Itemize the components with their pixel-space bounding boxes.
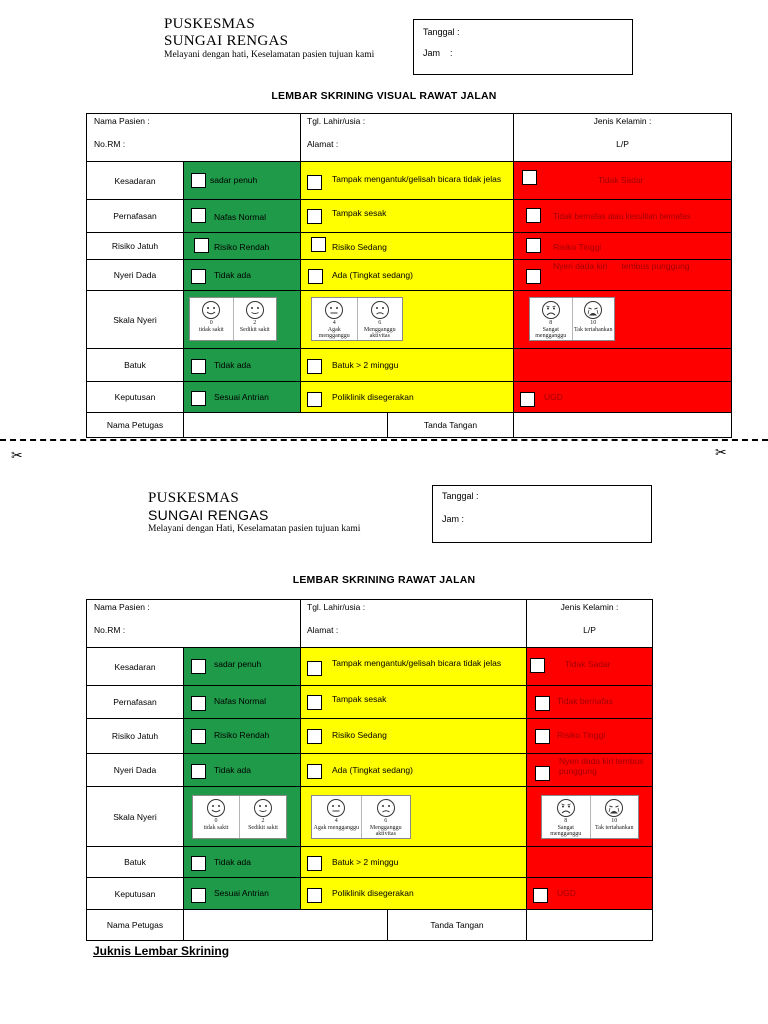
pain-desc: Tak tertahankan [574, 326, 613, 333]
option-label: Batuk > 2 minggu [332, 360, 399, 370]
pain-face-4[interactable] [312, 796, 362, 838]
pain-face-2[interactable] [234, 298, 277, 340]
option-label: Poliklinik disegerakan [332, 392, 414, 402]
checkbox[interactable] [191, 764, 206, 779]
gender-label: Jenis Kelamin : [560, 602, 619, 612]
pain-face-0[interactable] [193, 796, 240, 838]
option-keputusan-red[interactable] [514, 382, 732, 413]
option-label: sadar penuh [210, 175, 258, 185]
signature-field[interactable] [527, 910, 653, 941]
pain-level: 4 [334, 818, 338, 824]
pain-desc: Sangat mengganggu [550, 824, 582, 837]
neutral-face-icon [326, 798, 346, 818]
option-label: Risiko Rendah [214, 730, 270, 740]
option-pernafasan-yellow[interactable] [301, 200, 514, 233]
option-keputusan-yellow[interactable] [301, 878, 527, 910]
pain-face-4[interactable] [312, 298, 358, 340]
option-label: Tidak Sadar [565, 659, 611, 669]
face-pair-high [529, 297, 615, 341]
option-label: Sesuai Antrian [214, 888, 269, 898]
pain-level: 2 [261, 818, 265, 824]
checkbox[interactable] [191, 659, 206, 674]
pain-face-2[interactable] [240, 796, 286, 838]
option-nyeri-dada-red[interactable] [527, 754, 653, 787]
row-label-risiko-jatuh: Risiko Jatuh [87, 233, 184, 260]
checkbox[interactable] [191, 208, 206, 223]
pain-desc: tidak sakit [203, 824, 229, 831]
option-label: Tampak sesak [332, 694, 387, 704]
pain-desc: Agak mengganggu [318, 326, 350, 339]
row-label-nyeri-dada: Nyeri Dada [87, 260, 184, 291]
pain-face-6[interactable] [358, 298, 403, 340]
patient-name-cell[interactable] [87, 600, 301, 648]
checkbox[interactable] [307, 661, 322, 676]
checkbox[interactable] [191, 391, 206, 406]
checkbox[interactable] [191, 856, 206, 871]
checkbox[interactable] [530, 658, 545, 673]
option-risiko-red[interactable] [514, 233, 732, 260]
pain-face-10[interactable] [591, 796, 639, 838]
scissors-icon: ✂ [11, 448, 23, 464]
option-keputusan-yellow[interactable] [301, 382, 514, 413]
option-label: Ada (Tingkat sedang) [332, 765, 413, 775]
option-label: Tidak ada [214, 857, 252, 867]
pain-desc: Agak mengganggu [313, 824, 359, 831]
dob-label: Tgl. Lahir/usia : [307, 602, 366, 612]
neutral-face-icon [324, 300, 344, 320]
option-pernafasan-red[interactable] [527, 686, 653, 719]
option-batuk-red [514, 349, 732, 382]
sad-face-icon [556, 798, 576, 818]
signature-label: Tanda Tangan [388, 910, 527, 941]
option-nyeri-dada-yellow[interactable] [301, 754, 527, 787]
slight-smile-face-icon [245, 300, 265, 320]
checkbox[interactable] [307, 359, 322, 374]
pain-desc: Mengganggu aktivitas [369, 824, 402, 837]
checkbox[interactable] [535, 729, 550, 744]
checkbox[interactable] [191, 888, 206, 903]
pain-desc: Tak tertahankan [595, 824, 634, 831]
staff-name-field[interactable] [184, 413, 388, 438]
sad-face-icon [541, 300, 561, 320]
time-field-label[interactable]: Jam : [442, 514, 465, 524]
option-label: sadar penuh [214, 659, 262, 669]
checkbox[interactable] [533, 888, 548, 903]
option-label: Nafas Normal [214, 212, 266, 222]
checkbox[interactable] [307, 764, 322, 779]
face-pair-low [192, 795, 287, 839]
staff-name-label: Nama Petugas [87, 910, 184, 941]
option-keputusan-green[interactable] [184, 878, 301, 910]
row-label-pernafasan: Pernafasan [87, 200, 184, 233]
staff-name-label: Nama Petugas [87, 413, 184, 438]
option-risiko-green[interactable] [184, 233, 301, 260]
checkbox[interactable] [191, 173, 206, 188]
pain-scale-mid[interactable] [301, 787, 527, 847]
checkbox[interactable] [307, 729, 322, 744]
checkbox[interactable] [308, 269, 323, 284]
checkbox[interactable] [307, 175, 322, 190]
checkbox[interactable] [307, 392, 322, 407]
dob-address-cell[interactable] [301, 600, 527, 648]
option-risiko-green[interactable] [184, 719, 301, 754]
row-label-skala-nyeri: Skala Nyeri [87, 787, 184, 847]
date-time-box [413, 19, 633, 75]
option-nyeri-dada-green[interactable] [184, 754, 301, 787]
option-batuk-yellow[interactable] [301, 847, 527, 878]
pain-desc: Mengganggu aktivitas [363, 326, 396, 339]
option-pernafasan-green[interactable] [184, 200, 301, 233]
checkbox[interactable] [535, 766, 550, 781]
address-label: Alamat : [307, 625, 339, 635]
pain-face-0[interactable] [190, 298, 234, 340]
checkbox[interactable] [307, 695, 322, 710]
pain-desc: Sedikit sakit [239, 326, 270, 333]
clinic-tagline: Melayani dengan Hati, Keselamatan pasien tujuan kami [148, 524, 361, 534]
row-label-pernafasan: Pernafasan [87, 686, 184, 719]
signature-label: Tanda Tangan [388, 413, 514, 438]
pain-level: 2 [253, 320, 257, 326]
frown-face-icon [370, 300, 390, 320]
option-keputusan-green[interactable] [184, 382, 301, 413]
pain-level: 6 [378, 320, 382, 326]
form-title: LEMBAR SKRINING VISUAL RAWAT JALAN [271, 90, 497, 102]
crying-face-icon [604, 798, 624, 818]
option-label: Tidak Sadar [598, 175, 644, 185]
option-label: Nyeri dada kiri tembus punggung [559, 756, 644, 776]
option-label: Tidak ada [214, 765, 252, 775]
option-label: Tidak bernafas atau kesulitan bernafas [553, 212, 691, 221]
option-pernafasan-yellow[interactable] [301, 686, 527, 719]
option-risiko-red[interactable] [527, 719, 653, 754]
option-label: UGD [557, 888, 576, 898]
cut-line [0, 439, 768, 441]
face-pair-high [541, 795, 639, 839]
pain-level: 0 [214, 818, 218, 824]
dob-address-cell[interactable] [301, 114, 514, 162]
checkbox[interactable] [526, 269, 541, 284]
rm-number-label: No.RM : [94, 139, 126, 149]
gender-cell[interactable] [527, 600, 653, 648]
screening-table [86, 599, 653, 941]
dob-label: Tgl. Lahir/usia : [307, 116, 366, 126]
pain-scale-high[interactable] [514, 291, 732, 349]
row-label-kesadaran: Kesadaran [87, 162, 184, 200]
pain-scale-mid[interactable] [301, 291, 514, 349]
option-nyeri-dada-green[interactable] [184, 260, 301, 291]
face-pair-mid [311, 795, 411, 839]
option-label: Sesuai Antrian [214, 392, 269, 402]
option-label: UGD [544, 392, 563, 402]
time-field-label[interactable]: Jam : [423, 48, 453, 58]
face-pair-mid [311, 297, 403, 341]
checkbox[interactable] [311, 237, 326, 252]
date-time-box [432, 485, 652, 543]
option-risiko-yellow[interactable] [301, 233, 514, 260]
gender-value: L/P [583, 625, 596, 635]
checkbox[interactable] [191, 729, 206, 744]
option-kesadaran-green[interactable] [184, 162, 301, 200]
option-label: Risiko Tinggi [557, 730, 606, 740]
pain-level: 8 [564, 818, 568, 824]
option-kesadaran-yellow[interactable] [301, 648, 527, 686]
checkbox[interactable] [526, 238, 541, 253]
option-keputusan-red[interactable] [527, 878, 653, 910]
pain-face-8[interactable] [530, 298, 573, 340]
crying-face-icon [583, 300, 603, 320]
option-label: Risiko Tinggi [553, 242, 602, 252]
row-label-kesadaran: Kesadaran [87, 648, 184, 686]
option-label: Tampak mengantuk/gelisah bicara tidak jelas [332, 174, 502, 184]
option-risiko-yellow[interactable] [301, 719, 527, 754]
option-pernafasan-green[interactable] [184, 686, 301, 719]
option-batuk-green[interactable] [184, 349, 301, 382]
option-label: Nyeri dada kiri tembus punggung [553, 261, 690, 271]
row-label-skala-nyeri: Skala Nyeri [87, 291, 184, 349]
pain-level: 8 [549, 320, 553, 326]
checkbox[interactable] [526, 208, 541, 223]
scissors-icon: ✂ [715, 445, 727, 461]
option-label: Tidak bernafas [557, 696, 613, 706]
address-label: Alamat : [307, 139, 339, 149]
option-kesadaran-green[interactable] [184, 648, 301, 686]
gender-cell[interactable] [514, 114, 732, 162]
row-label-keputusan: Keputusan [87, 878, 184, 910]
signature-field[interactable] [514, 413, 732, 438]
checkbox[interactable] [520, 392, 535, 407]
date-field-label[interactable]: Tanggal : [442, 491, 479, 501]
clinic-name-line2: SUNGAI RENGAS [164, 33, 289, 49]
option-label: Batuk > 2 minggu [332, 857, 399, 867]
row-label-nyeri-dada: Nyeri Dada [87, 754, 184, 787]
clinic-name-line1: PUSKESMAS [164, 16, 256, 32]
clinic-tagline: Melayani dengan hati, Keselamatan pasien tujuan kami [164, 50, 375, 60]
clinic-name-line2: SUNGAI RENGAS [148, 507, 269, 523]
gender-value: L/P [616, 139, 629, 149]
gender-label: Jenis Kelamin : [593, 116, 652, 126]
pain-desc: Sangat mengganggu [535, 326, 567, 339]
checkbox[interactable] [194, 238, 209, 253]
pain-level: 6 [384, 818, 388, 824]
pain-level: 10 [590, 320, 597, 326]
slight-smile-face-icon [253, 798, 273, 818]
pain-face-6[interactable] [362, 796, 411, 838]
patient-name-cell[interactable] [87, 114, 301, 162]
clinic-name-line1: PUSKESMAS [148, 490, 240, 506]
option-label: Ada (Tingkat sedang) [332, 270, 413, 280]
pain-scale-high[interactable] [527, 787, 653, 847]
checkbox[interactable] [522, 170, 537, 185]
screening-table [86, 113, 732, 438]
option-nyeri-dada-yellow[interactable] [301, 260, 514, 291]
date-field-label[interactable]: Tanggal : [423, 27, 460, 37]
patient-name-label: Nama Pasien : [94, 116, 150, 126]
pain-scale-low[interactable] [184, 787, 301, 847]
option-batuk-red [527, 847, 653, 878]
pain-level: 4 [332, 320, 336, 326]
patient-name-label: Nama Pasien : [94, 602, 150, 612]
checkbox[interactable] [307, 209, 322, 224]
pain-desc: tidak sakit [198, 326, 224, 333]
option-nyeri-dada-red[interactable] [514, 260, 732, 291]
option-kesadaran-red[interactable] [514, 162, 732, 200]
row-label-batuk: Batuk [87, 349, 184, 382]
option-label: Nafas Normal [214, 696, 266, 706]
checkbox[interactable] [307, 856, 322, 871]
option-batuk-yellow[interactable] [301, 349, 514, 382]
form-title: LEMBAR SKRINING RAWAT JALAN [292, 574, 476, 586]
option-label: Tampak mengantuk/gelisah bicara tidak jelas [332, 658, 502, 668]
pain-level: 10 [611, 818, 618, 824]
pain-scale-low[interactable] [184, 291, 301, 349]
checkbox[interactable] [307, 888, 322, 903]
row-label-risiko-jatuh: Risiko Jatuh [87, 719, 184, 754]
option-kesadaran-red[interactable] [527, 648, 653, 686]
pain-desc: Sedikit sakit [248, 824, 278, 831]
staff-name-field[interactable] [184, 910, 388, 941]
option-label: Risiko Sedang [332, 730, 387, 740]
option-batuk-green[interactable] [184, 847, 301, 878]
row-label-batuk: Batuk [87, 847, 184, 878]
option-label: Tidak ada [214, 360, 252, 370]
checkbox[interactable] [191, 696, 206, 711]
checkbox[interactable] [191, 359, 206, 374]
rm-number-label: No.RM : [94, 625, 126, 635]
pain-level: 0 [209, 320, 213, 326]
option-label: Tidak ada [214, 270, 252, 280]
option-label: Poliklinik disegerakan [332, 888, 414, 898]
option-label: Risiko Rendah [214, 242, 270, 252]
pain-face-8[interactable] [542, 796, 591, 838]
juknis-heading: Juknis Lembar Skrining [93, 944, 230, 958]
option-label: Risiko Sedang [332, 242, 387, 252]
smile-face-icon [206, 798, 226, 818]
pain-face-10[interactable] [573, 298, 615, 340]
option-label: Tampak sesak [332, 208, 387, 218]
checkbox[interactable] [535, 696, 550, 711]
smile-face-icon [201, 300, 221, 320]
row-label-keputusan: Keputusan [87, 382, 184, 413]
option-kesadaran-yellow[interactable] [301, 162, 514, 200]
option-pernafasan-red[interactable] [514, 200, 732, 233]
checkbox[interactable] [191, 269, 206, 284]
frown-face-icon [376, 798, 396, 818]
face-pair-low [189, 297, 277, 341]
